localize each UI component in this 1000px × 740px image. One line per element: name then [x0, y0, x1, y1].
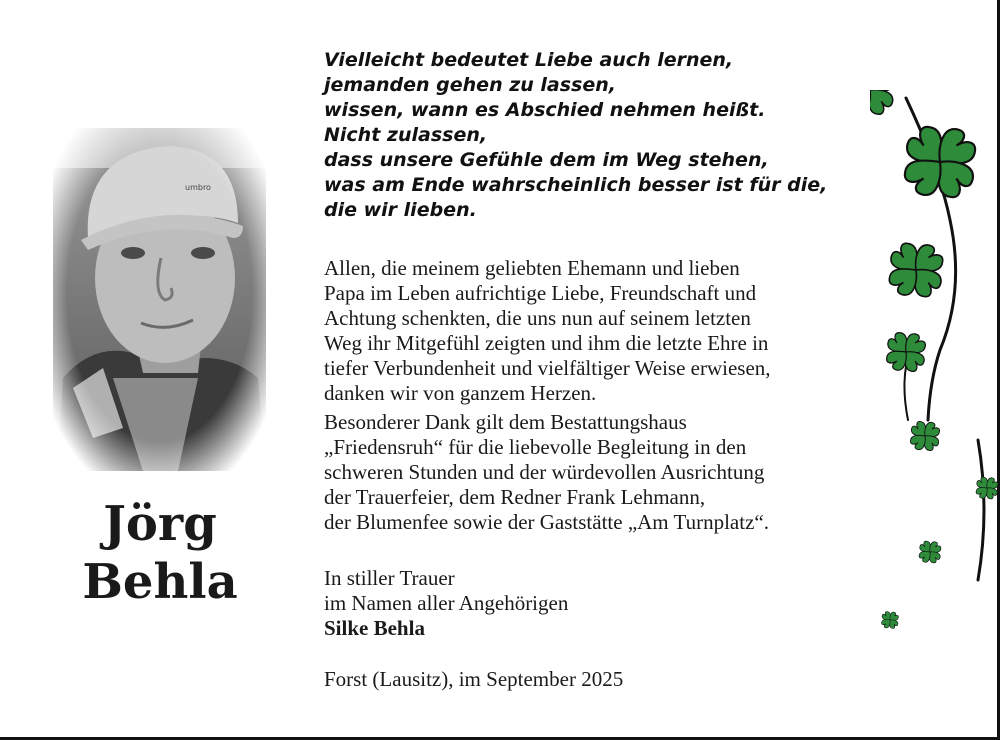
poem-line: was am Ende wahrscheinlich besser ist für die,: [324, 174, 828, 196]
poem: [324, 48, 844, 223]
text-line: schweren Stunden und der würdevollen Ausrichtung: [324, 460, 765, 484]
poem-line: jemanden gehen zu lassen,: [324, 74, 616, 96]
poem-line: dass unsere Gefühle dem im Weg stehen,: [324, 149, 769, 171]
text-line: Papa im Leben aufrichtige Liebe, Freundschaft und: [324, 281, 757, 305]
clover-icon: [870, 90, 898, 118]
signature-line: In stiller Trauer: [324, 566, 455, 590]
signer-name: Silke Behla: [324, 616, 425, 640]
last-name: Behla: [82, 554, 238, 610]
poem-line: die wir lieben.: [324, 199, 477, 221]
first-name: Jörg: [103, 496, 217, 552]
text-line: tiefer Verbundenheit und vielfältiger Weise erwiesen,: [324, 356, 771, 380]
text-line: Allen, die meinem geliebten Ehemann und lieben: [324, 256, 740, 280]
text-line: Achtung schenkten, die uns nun auf seinem letzten: [324, 306, 751, 330]
text-line: der Blumenfee sowie der Gaststätte „Am Turnplatz“.: [324, 510, 769, 534]
text-line: Besonderer Dank gilt dem Bestattungshaus: [324, 410, 687, 434]
place-date-text: Forst (Lausitz), im September 2025: [324, 667, 624, 691]
signature-block: [324, 566, 869, 641]
text-line: Weg ihr Mitgefühl zeigten und ihm die letzte Ehre in: [324, 331, 769, 355]
text-line: danken wir von ganzem Herzen.: [324, 381, 597, 405]
poem-line: wissen, wann es Abschied nehmen heißt.: [324, 99, 766, 121]
text-line: „Friedensruh“ für die liebevolle Begleitung in den: [324, 435, 747, 459]
thanks-paragraph: [324, 256, 869, 406]
poem-line: Nicht zulassen,: [324, 124, 488, 146]
signature-line: im Namen aller Angehörigen: [324, 591, 569, 615]
poem-line: Vielleicht bedeutet Liebe auch lernen,: [324, 49, 734, 71]
clover-branch-decoration: [870, 90, 1000, 650]
text-line: der Trauerfeier, dem Redner Frank Lehmann,: [324, 485, 706, 509]
special-thanks-paragraph: [324, 410, 869, 535]
portrait-photo: [53, 128, 266, 471]
place-date: [324, 667, 869, 692]
deceased-name: [50, 495, 270, 611]
